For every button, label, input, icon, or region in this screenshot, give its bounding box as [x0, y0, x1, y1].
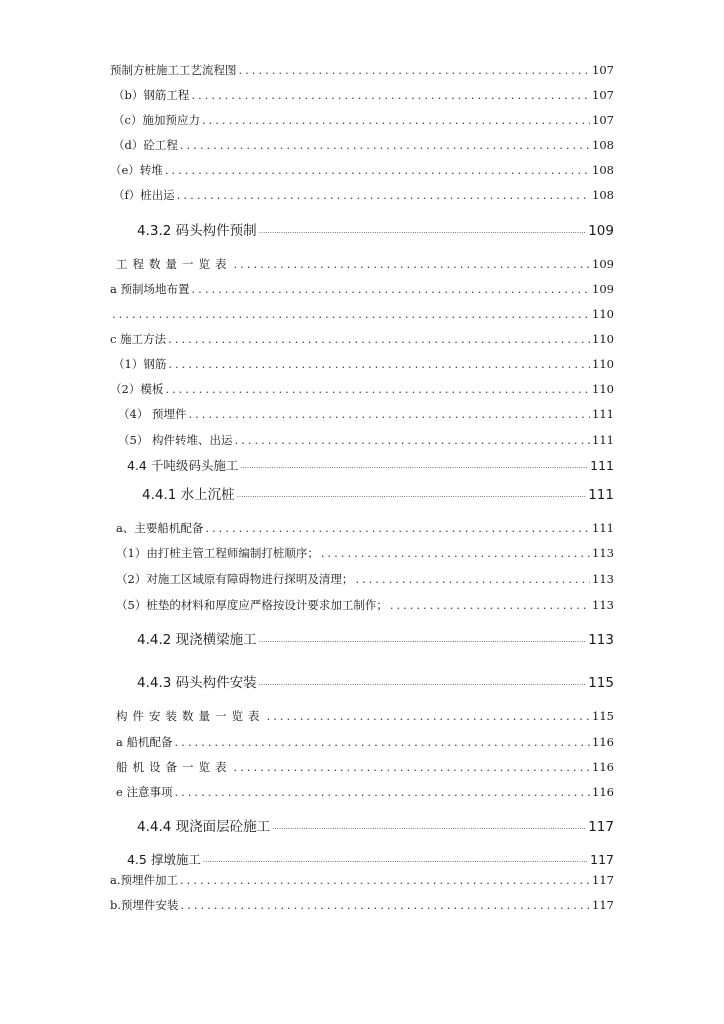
toc-entry: [116, 597, 614, 613]
toc-entry-label: 船机设备一览表: [116, 760, 232, 774]
dot-leader: [234, 432, 590, 448]
toc-heading: [137, 818, 614, 836]
toc-entry: [116, 759, 614, 775]
toc-entry-page: 117: [592, 873, 614, 887]
dot-leader: [168, 356, 590, 372]
toc-entry-label: a 预制场地布置: [110, 282, 190, 296]
toc-heading-label: 4.4.3 码头构件安装: [137, 675, 257, 691]
dot-leader: [181, 897, 591, 913]
toc-heading-page: 109: [588, 223, 614, 239]
toc-entry: [118, 406, 614, 422]
toc-heading-label: 4.4 千吨级码头施工: [127, 458, 239, 473]
toc-entry-label: （f）桩出运: [113, 188, 175, 202]
dot-leader: [112, 306, 590, 322]
toc-entry: [110, 306, 614, 322]
toc-entry-label: （2）对施工区域原有障碍物进行探明及清理；: [116, 572, 354, 586]
toc-entry-page: 115: [592, 709, 614, 723]
toc-entry-page: 110: [592, 332, 614, 346]
toc-entry-label: （1）钢筋: [113, 357, 167, 371]
toc-heading-label: 4.4.4 现浇面层砼施工: [137, 819, 271, 835]
toc-entry-page: 116: [592, 760, 614, 774]
toc-entry: [110, 162, 614, 178]
dot-leader: [174, 784, 590, 800]
dot-leader: [180, 137, 590, 153]
toc-entry: [110, 897, 614, 913]
dot-leader: [237, 486, 587, 504]
toc-entry-page: 116: [592, 735, 614, 749]
toc-entry-page: 107: [592, 63, 614, 77]
toc-entry: [118, 432, 614, 448]
toc-entry-page: 107: [592, 88, 614, 102]
toc-heading-label: 4.5 撑墩施工: [127, 852, 201, 867]
toc-entry-page: 113: [592, 546, 614, 560]
dot-leader: [321, 545, 590, 561]
dot-leader: [239, 62, 591, 78]
toc-heading-page: 117: [588, 819, 614, 835]
toc-entry-label: b.预埋件安装: [110, 898, 179, 912]
toc-entry-page: 111: [592, 433, 614, 447]
toc-entry: [116, 571, 614, 587]
toc-heading: [127, 851, 614, 869]
toc-heading: [137, 631, 614, 649]
dot-leader: [259, 631, 587, 649]
toc-entry-label: （d）砼工程: [113, 138, 178, 152]
dot-leader: [267, 708, 591, 724]
toc-entry-label: 预制方桩施工工艺流程图: [110, 63, 237, 77]
toc-entry: [116, 784, 614, 800]
dot-leader: [355, 571, 590, 587]
dot-leader: [272, 818, 586, 836]
toc-entry: [113, 112, 614, 128]
toc-entry-label: 工程数量一览表: [116, 257, 232, 271]
toc-entry-page: 108: [592, 163, 614, 177]
toc-entry-page: 108: [592, 188, 614, 202]
toc-entry-page: 111: [592, 521, 614, 535]
toc-entry-page: 116: [592, 785, 614, 799]
dot-leader: [240, 457, 588, 475]
dot-leader: [259, 222, 587, 240]
dot-leader: [175, 734, 591, 750]
toc-entry-label: a、主要船机配备: [116, 521, 204, 535]
toc-entry-label: （5） 构件转堆、出运: [118, 433, 233, 447]
toc-entry: [110, 281, 614, 297]
toc-entry-page: 107: [592, 113, 614, 127]
dot-leader: [259, 674, 587, 692]
toc-heading: [142, 486, 614, 504]
toc-heading: [137, 222, 614, 240]
dot-leader: [202, 112, 590, 128]
toc-heading-page: 111: [588, 487, 614, 503]
dot-leader: [180, 872, 590, 888]
toc-entry-label: a 船机配备: [116, 735, 173, 749]
toc-entry-label: （4） 预埋件: [118, 407, 187, 421]
toc-entry-label: 构件安装数量一览表: [116, 709, 265, 723]
toc-entry-page: 109: [592, 282, 614, 296]
dot-leader: [390, 597, 590, 613]
toc-entry-page: 110: [592, 307, 614, 321]
toc-heading: [137, 674, 614, 692]
toc-entry: [116, 708, 614, 724]
toc-entry-page: 117: [592, 898, 614, 912]
toc-entry: [113, 356, 614, 372]
toc-entry: [110, 62, 614, 78]
toc-entry-label: （1）由打桩主管工程师编制打桩顺序；: [116, 546, 319, 560]
toc-entry-label: a.预埋件加工: [110, 873, 179, 887]
dot-leader: [192, 281, 591, 297]
dot-leader: [188, 406, 590, 422]
toc-entry: [113, 137, 614, 153]
toc-entry-page: 108: [592, 138, 614, 152]
toc-entry-label: （c）施加预应力: [113, 113, 200, 127]
toc-entry: [110, 872, 614, 888]
toc-heading-page: 117: [590, 852, 614, 867]
dot-leader: [165, 381, 590, 397]
toc-entry-page: 110: [592, 357, 614, 371]
toc-entry: [116, 256, 614, 272]
toc-entry: [116, 520, 614, 536]
dot-leader: [234, 759, 591, 775]
toc-entry-label: （5）桩垫的材料和厚度应严格按设计要求加工制作；: [116, 598, 388, 612]
dot-leader: [234, 256, 591, 272]
dot-leader: [203, 851, 588, 869]
toc-heading-page: 115: [588, 675, 614, 691]
toc-entry-label: （e）转堆: [110, 163, 163, 177]
toc-entry: [110, 381, 614, 397]
toc-heading-page: 111: [590, 458, 614, 473]
toc-entry: [116, 545, 614, 561]
toc-entry-page: 113: [592, 572, 614, 586]
dot-leader: [165, 162, 590, 178]
toc-entry-page: 110: [592, 382, 614, 396]
dot-leader: [177, 187, 590, 203]
toc-entry-page: 113: [592, 598, 614, 612]
toc-entry-page: 109: [592, 257, 614, 271]
toc-heading-label: 4.4.1 水上沉桩: [142, 487, 235, 503]
toc-entry-label: c 施工方法: [110, 332, 167, 346]
toc-heading-label: 4.3.2 码头构件预制: [137, 223, 257, 239]
toc-entry-page: 111: [592, 407, 614, 421]
toc-entry: [113, 187, 614, 203]
toc-entry: [113, 87, 614, 103]
toc-heading: [127, 457, 614, 475]
toc-entry-label: （2）模板: [110, 382, 164, 396]
toc-heading-label: 4.4.2 现浇横梁施工: [137, 632, 257, 648]
toc-entry-label: e 注意事项: [116, 785, 173, 799]
dot-leader: [168, 331, 590, 347]
toc-heading-page: 113: [588, 632, 614, 648]
toc-entry-label: （b）钢筋工程: [113, 88, 190, 102]
toc-entry: [110, 331, 614, 347]
dot-leader: [205, 520, 590, 536]
dot-leader: [191, 87, 590, 103]
toc-entry: [116, 734, 614, 750]
